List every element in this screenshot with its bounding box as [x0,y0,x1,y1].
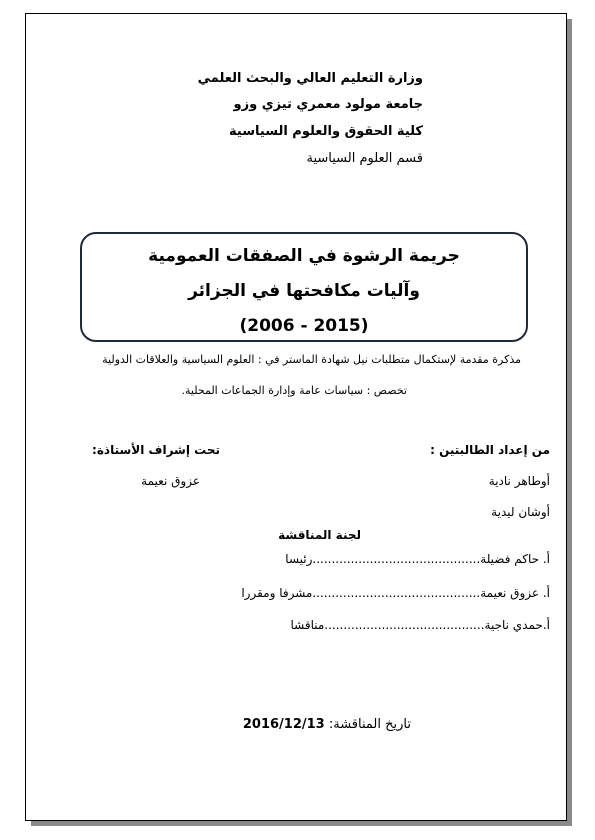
committee-member-3 [290,618,550,632]
committee-member-2 [241,586,550,600]
defense-date-label: تاريخ المناقشة: [328,717,411,732]
memo-line-2: تخصص : سياسات عامة وإدارة الجماعات المحلية. [181,384,407,397]
member-name: أ.حمدي ناجية [484,618,550,632]
ministry-name: وزارة التعليم العالي والبحث العلمي [197,71,423,86]
member-name: أ. عزوق نعيمة [480,586,550,600]
title-line-2: وآليات مكافحتها في الجزائر [188,281,420,301]
page-shadow-bottom [31,821,572,826]
years-range: (2006 - 2015) [239,316,369,336]
prepared-by-label: من إعداد الطالبتين : [430,443,550,457]
title-line-1: جريمة الرشوة في الصفقات العمومية [148,246,460,266]
university-name: جامعة مولود معمري تيزي وزو [233,97,423,112]
memo-line-1: مذكرة مقدمة لإستكمال متطلبات نيل شهادة الماستر في : العلوم السياسية والعلاقات الدولية [102,353,521,366]
supervision-label: تحت إشراف الأستاذة: [92,443,220,457]
faculty-name: كلية الحقوق والعلوم السياسية [229,124,423,139]
member-dots: .......................................... [324,618,485,632]
member-name: أ. حاكم فضيلة [480,552,550,566]
defense-date-line [243,717,411,732]
department-name: قسم العلوم السياسية [306,151,423,166]
member-dots: ............................................ [312,552,481,566]
student-2: أوشان ليدية [491,505,550,519]
student-1: أوطاهر نادية [488,474,550,488]
title-years [82,316,526,336]
title-box [80,232,528,342]
member-role: رئيسا [285,552,313,566]
committee-title: لجنة المناقشة [278,528,361,542]
member-dots: ............................................ [312,586,481,600]
committee-member-1 [285,552,550,566]
member-role: مناقشا [290,618,325,632]
page-shadow-right [567,19,572,825]
supervisor-name: عزوق نعيمة [141,474,200,488]
defense-date: 2016/12/13 [242,717,325,732]
member-role: مشرفا ومقررا [241,586,313,600]
